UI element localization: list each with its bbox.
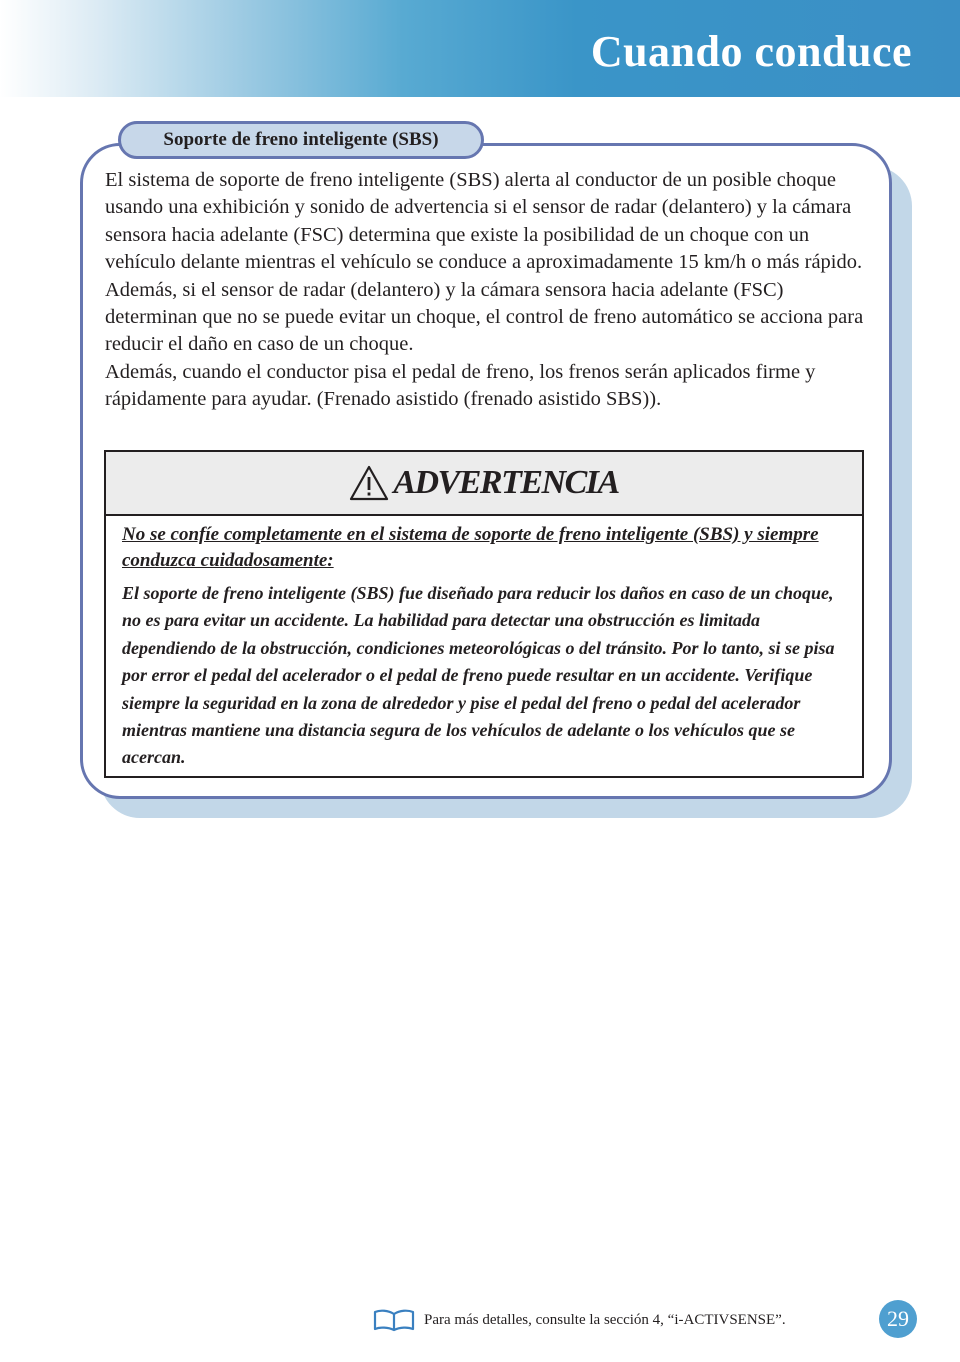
warning-label: ADVERTENCIA: [393, 464, 619, 501]
open-book-icon: [372, 1308, 416, 1332]
warning-triangle-icon: [349, 465, 389, 501]
section-body: [105, 167, 865, 414]
footer-note: [372, 1305, 786, 1335]
body-paragraph: El sistema de soporte de freno inteligente (SBS) alerta al conductor de un posible choque usando una exhibición y sonido de advertencia si el sensor de radar (delantero) y la cámara sensora hacia adelante (FSC) determina que existe la posibilidad de un choque con un vehículo delante mientras el vehículo se conduce a aproximadamente 15 km/h o más rápido. Además, si el sensor de radar (delantero) y la cámara sensora hacia adelante (FSC) determinan que no se puede evitar un choque, el control de freno automático se acciona para reducir el daño en caso de un choque.: [105, 169, 864, 356]
warning-subtitle: No se confíe completamente en el sistema de soporte de freno inteligente (SBS) y siempre conduzca cuidadosamente:: [122, 524, 819, 571]
warning-body: [106, 516, 862, 772]
body-paragraph: Además, cuando el conductor pisa el pedal de freno, los frenos serán aplicados firme y rápidamente para ayudar. (Frenado asistido (frenado asistido SBS)).: [105, 360, 816, 411]
warning-box: [104, 450, 864, 778]
page-number: 29: [879, 1300, 917, 1338]
warning-text: El soporte de freno inteligente (SBS) fue diseñado para reducir los daños en caso de un choque, no es para evitar un accidente. La habilidad para detectar una obstrucción es limitada dependiendo de la obstrucción, condiciones meteorológicas o del tránsito. Por lo tanto, si se pisa por error el pedal del acelerador o el pedal de freno puede resultar en un accidente. Verifique siempre la seguridad en la zona de alrededor y pise el pedal del freno o pedal del acelerador mientras mantiene una distancia segura de los vehículos de adelante o los vehículos que se acercan.: [122, 583, 835, 768]
section-tab: Soporte de freno inteligente (SBS): [118, 121, 484, 159]
page-header: [0, 0, 960, 97]
footer-note-text: Para más detalles, consulte la sección 4, “i-ACTIVSENSE”.: [424, 1311, 786, 1328]
page-title: Cuando conduce: [590, 27, 912, 76]
warning-header: [106, 452, 862, 516]
